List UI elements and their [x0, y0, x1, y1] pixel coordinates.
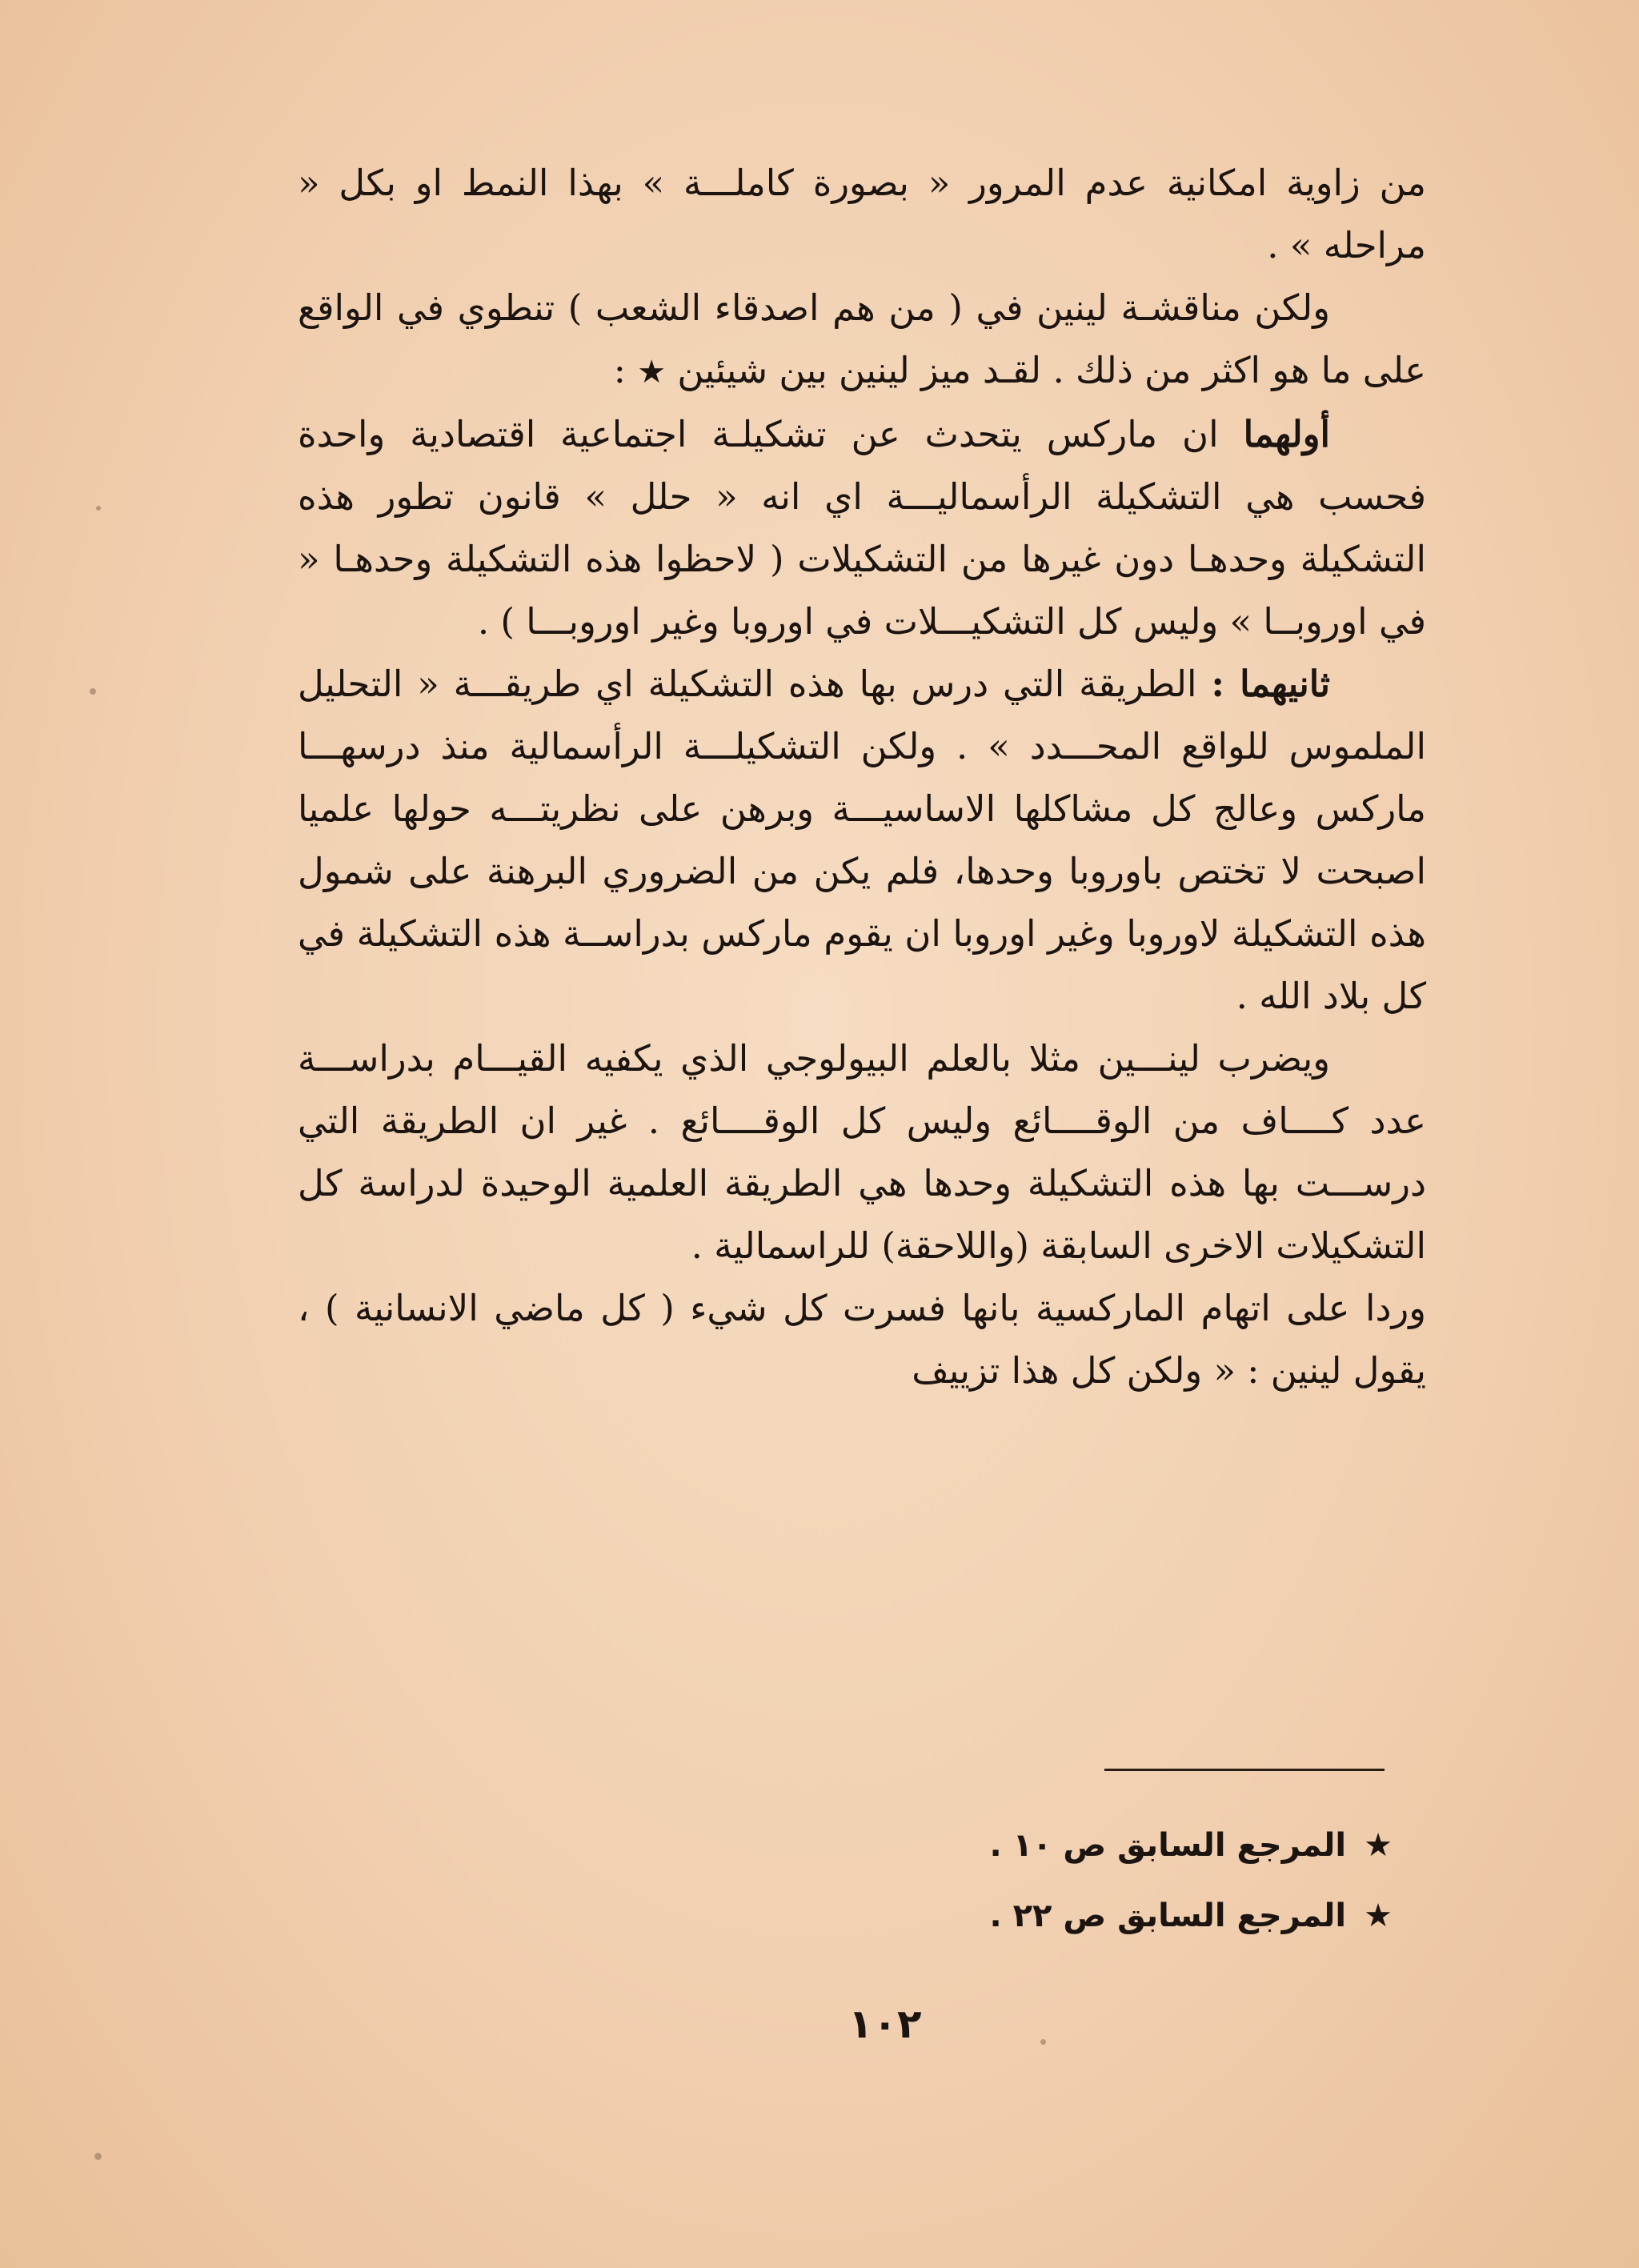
- footnote-separator: [1104, 1769, 1385, 1771]
- paragraph-6: [298, 1277, 1426, 1402]
- paper-speck: [1040, 2039, 1046, 2045]
- paragraph-2-text: ولكن مناقشـة لينين في ( من هم اصدقاء الشعب ) تنطوي في الواقع على ما هو اكثر من ذلك . لقـد ميز لينين بين شيئين: [298, 287, 1426, 391]
- paragraph-4: [298, 653, 1426, 1028]
- footnote-1: [800, 1810, 1393, 1881]
- paragraph-6-text: وردا على اتهام الماركسية بانها فسرت كل شيء ( كل ماضي الانسانية ) ، يقول لينين : « ولكن كل هذا تزييف: [298, 1287, 1426, 1392]
- paragraph-4-lead: ثانيهما :: [1211, 663, 1330, 705]
- body-text: [298, 152, 1426, 1402]
- footnotes: [800, 1810, 1393, 1951]
- footnote-marker-star-icon: ★: [637, 354, 667, 391]
- paragraph-2-colon: :: [613, 349, 626, 391]
- page-number: ١٠٢: [848, 2001, 922, 2047]
- paragraph-5: [298, 1028, 1426, 1277]
- footnote-2-star-icon: ★: [1364, 1897, 1393, 1934]
- paper-speck: [90, 688, 96, 695]
- paragraph-2: [298, 277, 1426, 403]
- paper-speck: [96, 506, 101, 511]
- footnote-1-star-icon: ★: [1364, 1827, 1393, 1864]
- paragraph-1-text: من زاوية امكانية عدم المرور « بصورة كاملـــة » بهذا النمط او بكل « مراحله » .: [298, 162, 1426, 266]
- paragraph-3: [298, 403, 1426, 653]
- paragraph-5-text: ويضرب لينـــين مثلا بالعلم البيولوجي الذي يكفيه القيـــام بدراســـة عدد كــــاف من الوقــــائع وليس كل الوقــــائع . غير ان الطريقة التي درســـت بها هذه التشكيلة وحدها هي الطريقة العلمية الوحيدة لدراسة كل التشكيلات الاخرى السابقة (واللاحقة) للراسمالية .: [298, 1037, 1427, 1267]
- paragraph-3-lead: أولهما: [1243, 413, 1330, 455]
- footnote-2: [800, 1881, 1393, 1951]
- paper-speck: [94, 2153, 102, 2160]
- footnote-2-text: المرجع السابق ص ٢٢ .: [989, 1897, 1347, 1934]
- paragraph-4-text: الطريقة التي درس بها هذه التشكيلة اي طريقـــة « التحليل الملموس للواقع المحـــدد » . ولكن التشكيلـــة الرأسمالية منذ درسهـــا ماركس وعالج كل مشاكلها الاساسيـــة وبرهن على نظريتـــه حولها علميا اصبحت لا تختص باوروبا وحدها، فلم يكن من الضروري البرهنة على شمول هذه التشكيلة لاوروبا وغير اوروبا ان يقوم ماركس بدراســة هذه التشكيلة في كل بلاد الله .: [298, 663, 1426, 1017]
- paragraph-1: [298, 152, 1426, 277]
- paragraph-3-text: ان ماركس يتحدث عن تشكيلـة اجتماعية اقتصادية واحدة فحسب هي التشكيلة الرأسماليـــة اي انه « حلل » قانون تطور هذه التشكيلة وحدهـا دون غيرها من التشكيلات ( لاحظوا هذه التشكيلة وحدهـا « في اوروبــا » وليس كل التشكيـــلات في اوروبا وغير اوروبـــا ) .: [298, 413, 1426, 643]
- footnote-1-text: المرجع السابق ص ١٠ .: [989, 1827, 1347, 1864]
